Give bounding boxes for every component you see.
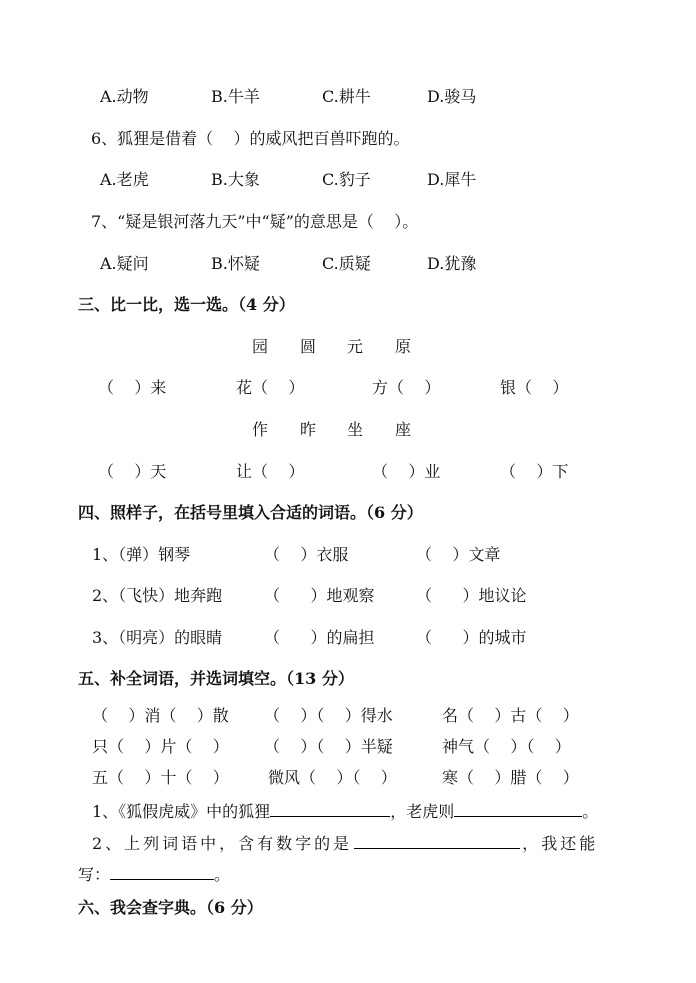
q5-option-a: A.动物	[100, 87, 149, 106]
q6-option-d: D.犀牛	[427, 170, 477, 189]
section4-item: （ ）的城市	[416, 628, 527, 647]
section3-char: 座	[395, 420, 412, 439]
section5-title: 五、补全词语，并选词填空。（13 分）	[78, 669, 354, 688]
section4-item: （ ）地观察	[264, 586, 375, 605]
fill2-blank-more[interactable]	[110, 863, 214, 880]
fill1-mid: ，老虎则	[390, 802, 455, 821]
q6-option-c: C.豹子	[322, 170, 371, 189]
section3-blank: （ ）来	[98, 378, 167, 397]
section3-blank: （ ）天	[98, 462, 167, 481]
fill2-end: 。	[214, 865, 231, 884]
section3-blank: （ ）业	[372, 462, 441, 481]
section3-blank: 银（ ）	[500, 378, 569, 397]
section4-item: 1、（弹）钢琴	[92, 545, 191, 564]
section5-fill2-line2	[78, 863, 230, 885]
section4-item: 3、（明亮）的眼睛	[92, 628, 223, 647]
fill1-blank-tiger[interactable]	[454, 800, 582, 817]
q7-option-c: C.质疑	[322, 254, 371, 273]
q6-option-a: A.老虎	[100, 170, 149, 189]
section5-idiom: （ ）（ ）得水	[264, 706, 393, 725]
section3-blank: （ ）下	[500, 462, 569, 481]
section3-char: 圆	[300, 337, 317, 356]
section5-idiom: 寒（ ）腊（ ）	[442, 768, 579, 787]
section3-char: 坐	[347, 420, 364, 439]
q7-question: 7、“疑是银河落九天”中“疑”的意思是（ ）。	[91, 212, 419, 231]
fill2-blank-numbers[interactable]	[354, 832, 520, 849]
q7-option-b: B.怀疑	[211, 254, 260, 273]
fill2-line2-prefix: 写：	[78, 865, 111, 884]
fill1-prefix: 1、《狐假虎威》中的狐狸	[92, 802, 271, 821]
section5-idiom: （ ）消（ ）散	[92, 706, 229, 725]
q7-option-d: D.犹豫	[427, 254, 477, 273]
section6-title: 六、我会查字典。（6 分）	[78, 898, 263, 917]
q5-option-b: B.牛羊	[211, 87, 260, 106]
section5-fill2	[92, 832, 598, 854]
section4-item: （ ）地议论	[416, 586, 527, 605]
q7-option-a: A.疑问	[100, 254, 149, 273]
section3-char: 元	[347, 337, 364, 356]
section3-blank: 方（ ）	[372, 378, 441, 397]
section4-item: （ ）文章	[416, 545, 501, 564]
section5-fill1	[92, 800, 598, 822]
section5-idiom: 神气（ ）（ ）	[442, 737, 571, 756]
fill1-blank-fox[interactable]	[270, 800, 390, 817]
section3-char: 园	[252, 337, 269, 356]
section3-blank: 花（ ）	[236, 378, 305, 397]
section3-blank: 让（ ）	[236, 462, 305, 481]
section3-title: 三、比一比，选一选。（4 分）	[78, 295, 295, 314]
q5-option-c: C.耕牛	[322, 87, 371, 106]
section4-item: 2、（飞快）地奔跑	[92, 586, 223, 605]
section5-idiom: 名（ ）古（ ）	[442, 706, 579, 725]
section5-idiom: 微风（ ）（ ）	[268, 768, 397, 787]
section3-char: 原	[395, 337, 412, 356]
section5-idiom: 五（ ）十（ ）	[92, 768, 229, 787]
section4-item: （ ）衣服	[264, 545, 349, 564]
section5-idiom: 只（ ）片（ ）	[92, 737, 229, 756]
section4-item: （ ）的扁担	[264, 628, 375, 647]
q6-question: 6、狐狸是借着（ ）的威风把百兽吓跑的。	[91, 129, 410, 148]
fill1-end: 。	[582, 802, 599, 821]
section5-idiom: （ ）（ ）半疑	[264, 737, 393, 756]
fill2-prefix: 2、上列词语中，含有数字的是	[92, 834, 353, 853]
section4-title: 四、照样子，在括号里填入合适的词语。（6 分）	[78, 503, 423, 522]
section3-char: 作	[252, 420, 269, 439]
q6-option-b: B.大象	[211, 170, 260, 189]
q5-option-d: D.骏马	[427, 87, 477, 106]
fill2-mid: ，我还能	[522, 834, 599, 853]
section3-char: 昨	[300, 420, 317, 439]
